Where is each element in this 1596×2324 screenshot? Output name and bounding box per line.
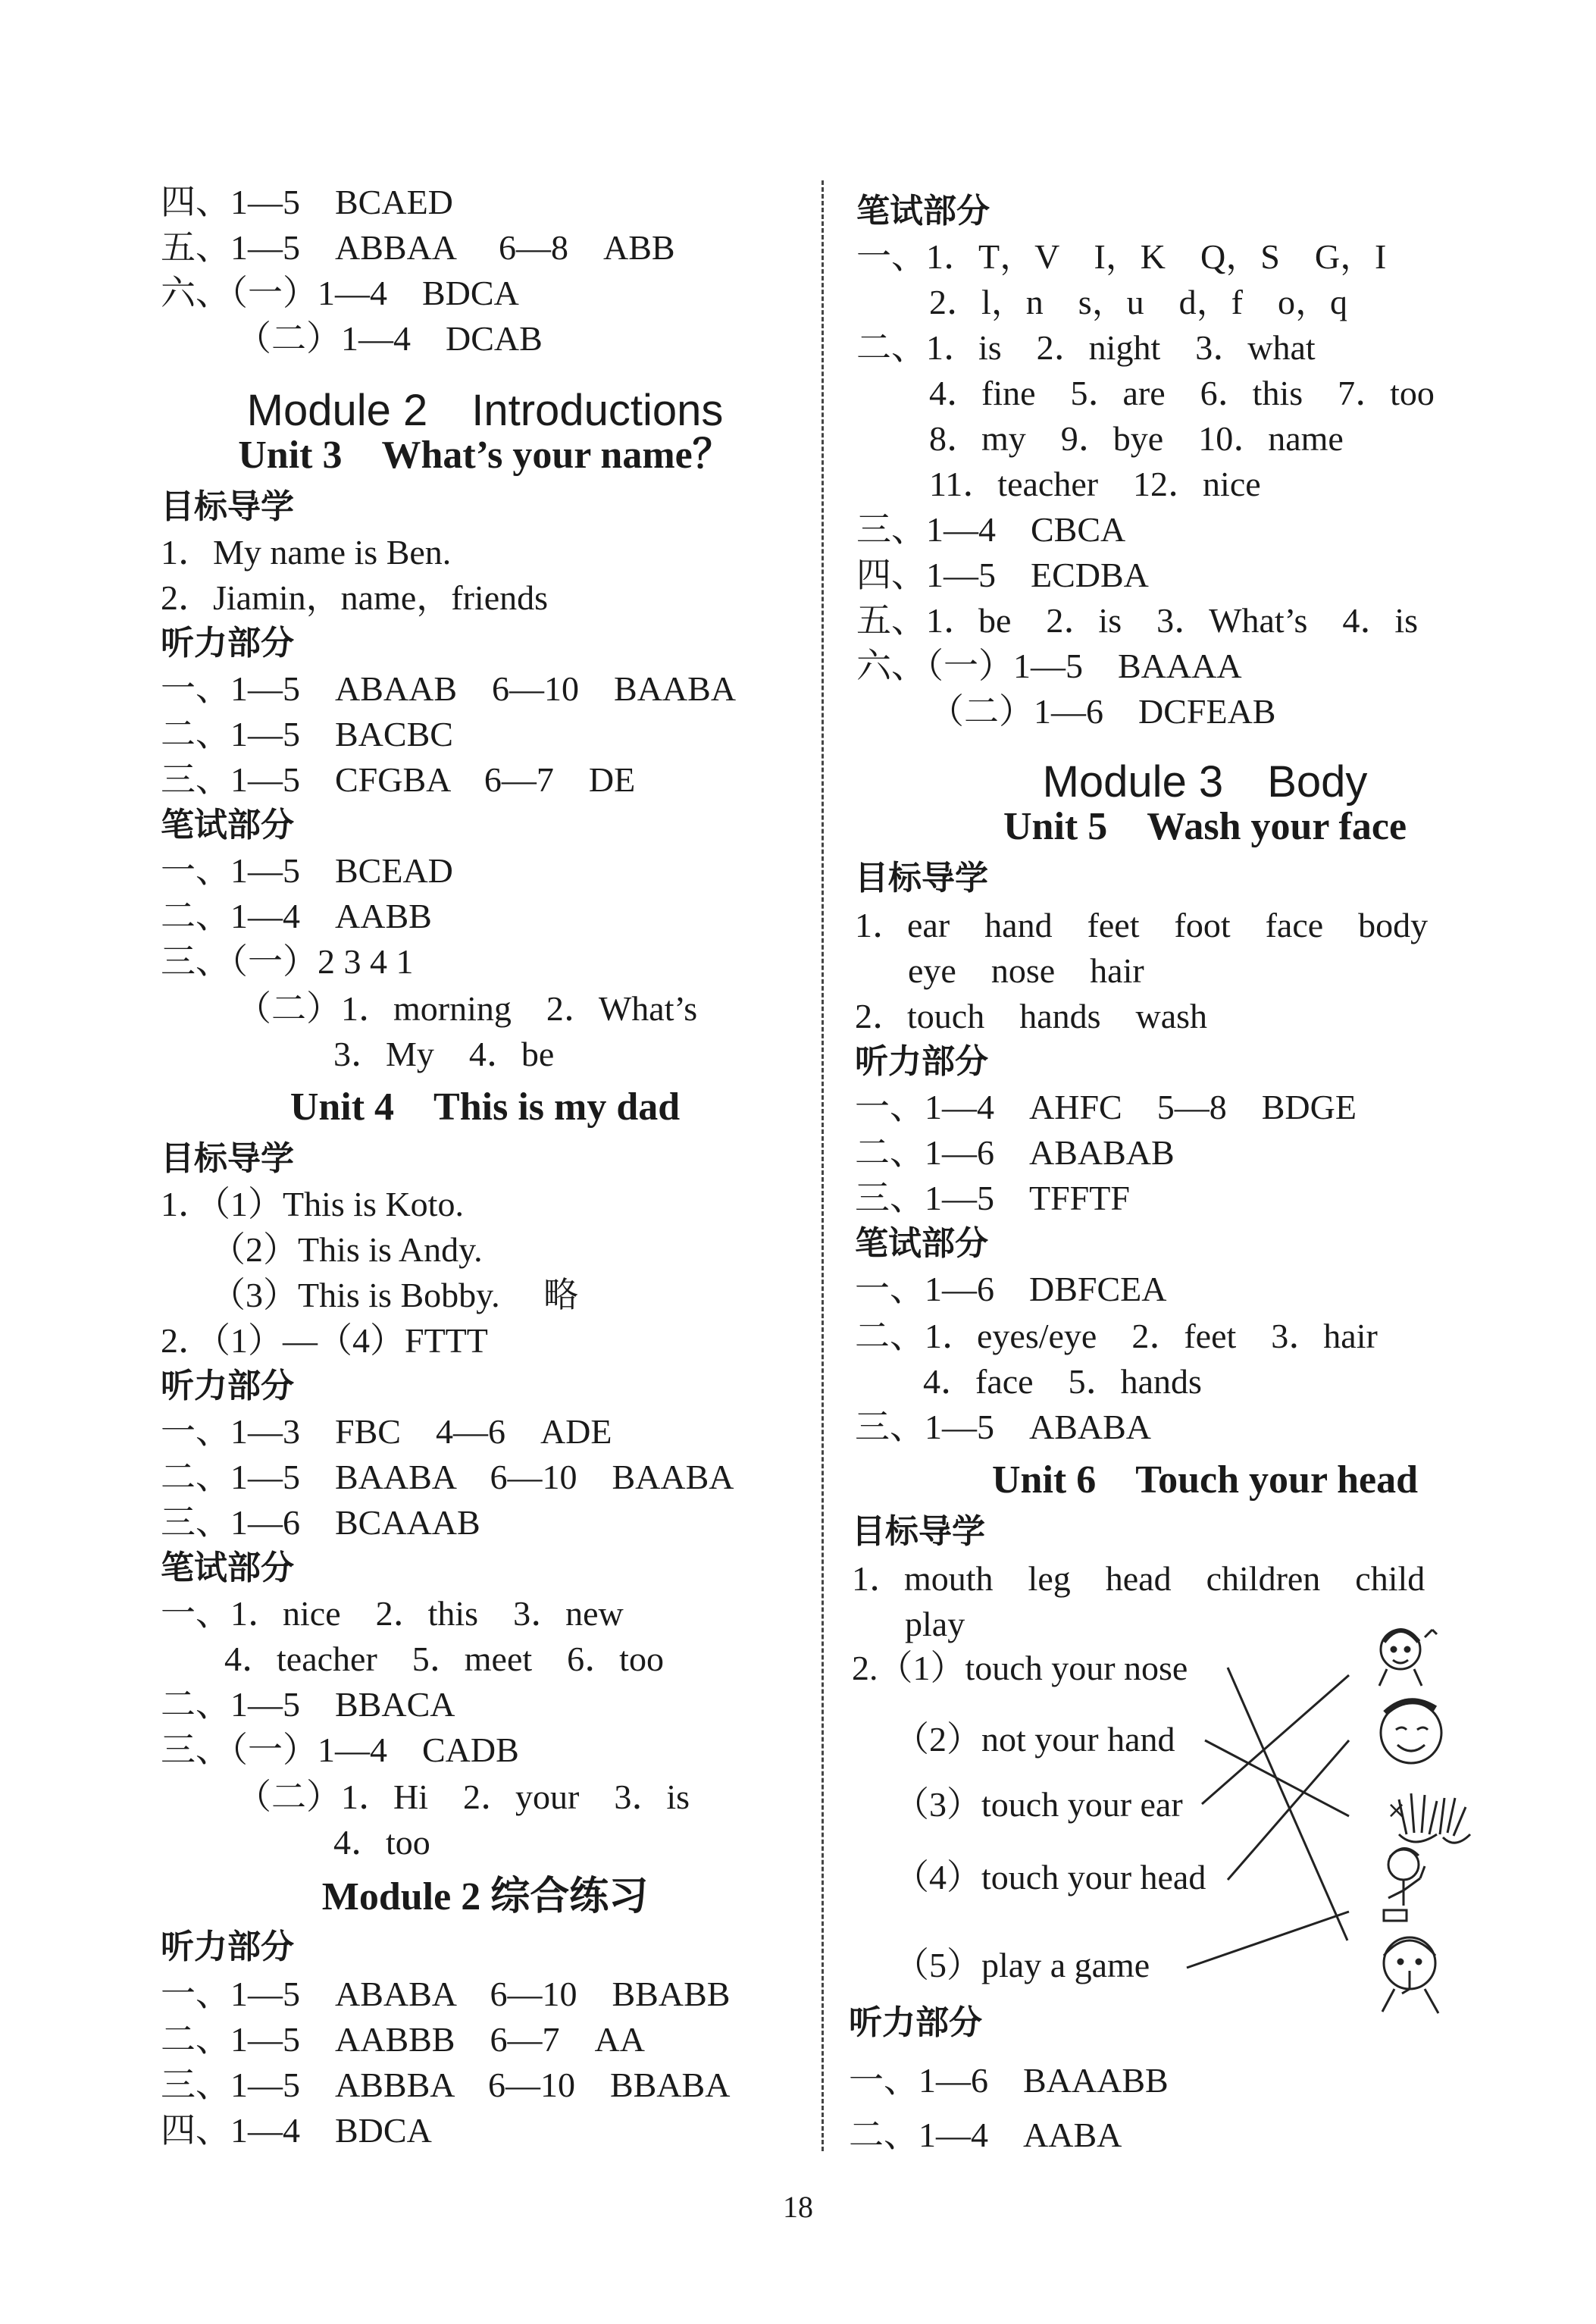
answer-line: 三、1—5 ABBBA 6—10 BBABA <box>161 2066 731 2104</box>
answer-line: 三、1—4 CBCA <box>856 510 1126 549</box>
unit-4-title: Unit 4 This is my dad <box>289 1085 681 1129</box>
answer-line: 3．My 4．be <box>333 1035 555 1073</box>
answer-line: 1．ear hand feet foot face body <box>855 906 1429 944</box>
matching-lines <box>1187 1668 1349 1968</box>
matching-item: （5）play a game <box>894 1946 1150 1984</box>
section-heading: 目标导学 <box>855 859 988 897</box>
answer-line: 六、（一）1—4 BDCA <box>161 274 519 312</box>
answer-line: （二）1—4 DCAB <box>236 319 543 358</box>
answer-line: 三、1—5 CFGBA 6—7 DE <box>161 760 636 799</box>
answer-line: eye nose hair <box>908 951 1144 990</box>
section-heading: 笔试部分 <box>161 806 294 844</box>
matching-item: 2.（1）touch your nose <box>852 1649 1188 1687</box>
answer-line: 二、1—4 AABA <box>849 2116 1122 2154</box>
unit-5-title: Unit 5 Wash your face <box>1003 805 1407 848</box>
answer-line: 三、（一）1—4 CADB <box>161 1730 519 1769</box>
answer-line: 三、（一）2 3 4 1 <box>161 942 414 981</box>
answer-line: 4．teacher 5．meet 6．too <box>224 1640 664 1678</box>
answer-line: 二、1—5 BAABA 6—10 BAABA <box>161 1458 734 1496</box>
answer-line: 一、1—5 ABABA 6—10 BBABB <box>161 1975 731 2013</box>
section-heading: 笔试部分 <box>855 1224 988 1263</box>
answer-line: 一、1—6 BAAABB <box>849 2061 1169 2100</box>
answer-line: 一、1．T，V I，K Q，S G，I <box>856 237 1387 276</box>
section-heading: 听力部分 <box>849 2003 982 2042</box>
section-heading: 听力部分 <box>161 1928 294 1966</box>
answer-line: 4．fine 5．are 6．this 7．too <box>929 374 1435 412</box>
answer-line: 2．（1）—（4）FTTT <box>161 1321 488 1360</box>
answer-line: 二、1—6 ABABAB <box>855 1133 1175 1172</box>
answer-line: 二、1—4 AABB <box>161 897 432 935</box>
answer-line: （二）1．morning 2．What’s <box>236 989 698 1028</box>
answer-line: 三、1—5 ABABA <box>855 1408 1152 1446</box>
answer-line: 二、1．eyes/eye 2．feet 3．hair <box>855 1317 1378 1355</box>
page-number: 18 <box>783 2190 813 2224</box>
answer-line: 2．touch hands wash <box>855 997 1208 1035</box>
section-heading: 目标导学 <box>852 1512 985 1551</box>
answer-line: 4．face 5．hands <box>923 1362 1202 1401</box>
section-heading: 听力部分 <box>161 624 294 662</box>
answer-line: 2．Jiamin，name，friends <box>161 578 549 617</box>
answer-line: 五、1—5 ABBAA 6—8 ABB <box>161 228 675 267</box>
section-heading: 笔试部分 <box>856 192 990 230</box>
answer-line: 8．my 9．bye 10．name <box>929 419 1344 458</box>
matching-item: （4）touch your head <box>894 1858 1206 1896</box>
answer-line: 4．too <box>333 1823 430 1862</box>
kid-touching-ear-icon <box>1384 1848 1425 1921</box>
answer-line: 二、1．is 2．night 3．what <box>856 328 1316 367</box>
svg-text:×: × <box>1387 1797 1407 1824</box>
matching-item: （2）not your hand <box>894 1720 1175 1759</box>
kid-touching-head-icon <box>1379 1630 1437 1686</box>
answer-line: 一、1．nice 2．this 3．new <box>161 1594 624 1633</box>
unit-6-title: Unit 6 Touch your head <box>991 1458 1419 1502</box>
section-heading: 笔试部分 <box>161 1549 294 1587</box>
matching-item: （3）touch your ear <box>894 1785 1183 1824</box>
answer-line: （二）1—6 DCFEAB <box>929 692 1276 731</box>
answer-line: 11．teacher 12．nice <box>929 465 1261 503</box>
answer-line: 四、1—4 BDCA <box>161 2111 432 2150</box>
answer-line: 五、1．be 2．is 3．What’s 4．is <box>856 601 1419 640</box>
face-with-hand-icon <box>1381 1701 1441 1763</box>
answer-line: 1．mouth leg head children child <box>852 1559 1425 1598</box>
answer-line: 一、1—5 BCEAD <box>161 851 453 890</box>
answer-line: 四、1—5 ECDBA <box>856 556 1149 594</box>
answer-line: 四、1—5 BCAED <box>161 183 453 221</box>
module-2-title: Module 2 Introductions <box>246 386 724 435</box>
answer-line: （2）This is Andy. <box>211 1230 483 1269</box>
section-heading: 目标导学 <box>161 1139 294 1178</box>
answer-line: 二、1—5 BACBC <box>161 715 453 753</box>
answer-line: 二、1—5 AABBB 6—7 AA <box>161 2020 645 2059</box>
answer-line: 一、1—6 DBFCEA <box>855 1270 1167 1308</box>
answer-line: play <box>905 1605 965 1643</box>
answer-line: 一、1—4 AHFC 5—8 BDGE <box>855 1088 1357 1126</box>
section-heading: 听力部分 <box>161 1367 294 1405</box>
answer-line: 1．My name is Ben. <box>161 533 452 572</box>
answer-line: 二、1—5 BBACA <box>161 1685 455 1724</box>
unit-3-title: Unit 3 What’s your name？ <box>238 434 732 477</box>
answer-line: （3）This is Bobby. 略 <box>211 1276 579 1314</box>
module-2-review-title: Module 2 综合练习 <box>321 1875 649 1918</box>
answer-line: 一、1—5 ABAAB 6—10 BAABA <box>161 669 737 708</box>
section-heading: 目标导学 <box>161 487 294 526</box>
hands-icon <box>1387 1793 1470 1843</box>
answer-line: 一、1—3 FBC 4—6 ADE <box>161 1412 612 1451</box>
kid-touching-nose-icon <box>1382 1937 1438 2013</box>
answer-line: 三、1—5 TFFTF <box>855 1179 1130 1217</box>
section-heading: 听力部分 <box>855 1042 988 1081</box>
answer-line: 六、（一）1—5 BAAAA <box>856 647 1242 685</box>
answer-line: 三、1—6 BCAAAB <box>161 1503 480 1542</box>
answer-line: 1．（1）This is Koto. <box>161 1185 464 1223</box>
answer-line: 2．l，n s，u d，f o，q <box>929 283 1347 321</box>
module-3-title: Module 3 Body <box>1042 757 1368 807</box>
answer-line: （二）1．Hi 2．your 3．is <box>236 1777 690 1816</box>
